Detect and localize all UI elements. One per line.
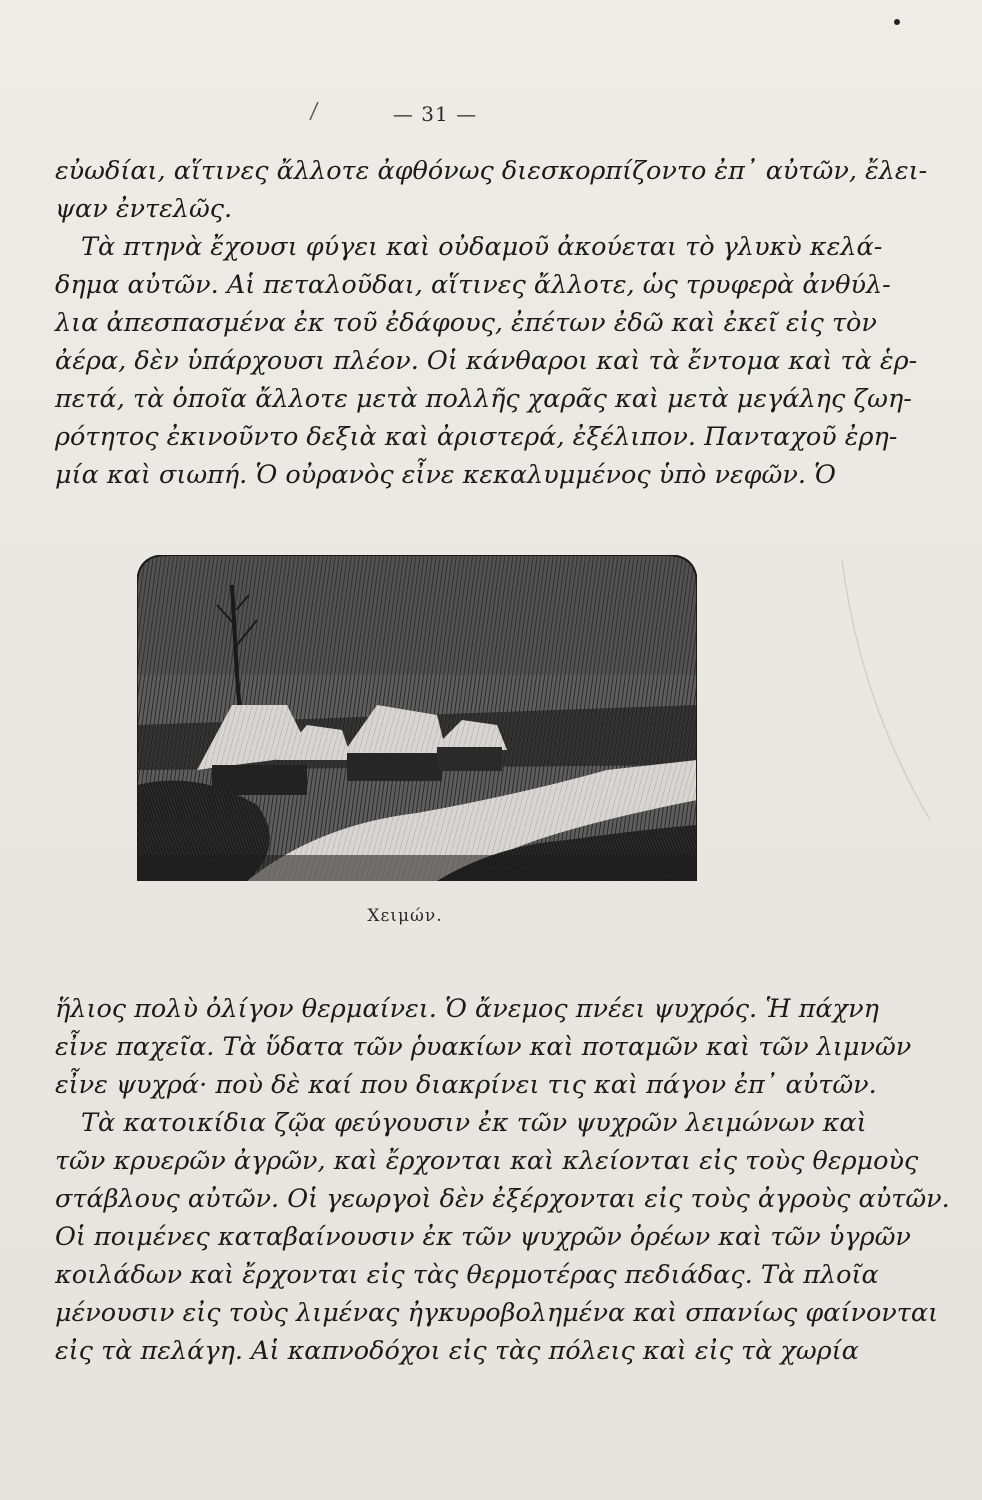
text-line: πετά, τὰ ὁποῖα ἄλλοτε μετὰ πολλῆς χαρᾶς καὶ μετὰ μεγάλης ζωη- bbox=[55, 384, 912, 414]
text-line: Τὰ κατοικίδια ζῷα φεύγουσιν ἐκ τῶν ψυχρῶν λειμώνων καὶ bbox=[81, 1108, 867, 1138]
text-line: στάβλους αὐτῶν. Οἱ γεωργοὶ δὲν ἐξέρχονται εἰς τοὺς ἀγροὺς αὐτῶν. bbox=[55, 1184, 950, 1214]
paragraph-bottom bbox=[55, 990, 950, 1370]
winter-engraving bbox=[137, 555, 697, 881]
text-line: τῶν κρυερῶν ἀγρῶν, καὶ ἔρχονται καὶ κλείονται εἰς τοὺς θερμοὺς bbox=[55, 1146, 919, 1176]
text-line: ἥλιος πολὺ ὀλίγον θερμαίνει. Ὁ ἄνεμος πνέει ψυχρός. Ἡ πάχνη bbox=[55, 994, 879, 1024]
text-line: λια ἀπεσπασμένα ἐκ τοῦ ἐδάφους, ἐπέτων ἐδῶ καὶ ἐκεῖ εἰς τὸν bbox=[55, 308, 877, 338]
text-line: εἶνε ψυχρά· ποὺ δὲ καί που διακρίνει τις καὶ πάγον ἐπ᾽ αὐτῶν. bbox=[55, 1070, 877, 1100]
text-line: εὐωδίαι, αἵτινες ἄλλοτε ἀφθόνως διεσκορπίζοντο ἐπ᾽ αὐτῶν, ἔλει- bbox=[55, 156, 928, 186]
text-line: ἀέρα, δὲν ὑπάρχουσι πλέον. Οἱ κάνθαροι καὶ τὰ ἔντομα καὶ τὰ ἑρ- bbox=[55, 346, 918, 376]
text-line: ψαν ἐντελῶς. bbox=[55, 194, 233, 224]
text-line: δημα αὐτῶν. Αἱ πεταλοῦδαι, αἵτινες ἄλλοτε, ὡς τρυφερὰ ἀνθύλ- bbox=[55, 270, 891, 300]
page-number: — 31 — bbox=[392, 102, 478, 126]
text-line: μία καὶ σιωπή. Ὁ οὐρανὸς εἶνε κεκαλυμμένος ὑπὸ νεφῶν. Ὁ bbox=[55, 460, 836, 490]
figure-caption: Χειμών. bbox=[367, 906, 443, 926]
text-line: εἰς τὰ πελάγη. Αἱ καπνοδόχοι εἰς τὰς πόλεις καὶ εἰς τὰ χωρία bbox=[55, 1336, 859, 1366]
paragraph-top bbox=[55, 152, 928, 494]
text-line: εἶνε παχεῖα. Τὰ ὕδατα τῶν ῥυακίων καὶ ποταμῶν καὶ τῶν λιμνῶν bbox=[55, 1032, 912, 1062]
text-line: κοιλάδων καὶ ἔρχονται εἰς τὰς θερμοτέρας πεδιάδας. Τὰ πλοῖα bbox=[55, 1260, 879, 1290]
text-line: μένουσιν εἰς τοὺς λιμένας ἠγκυροβολημένα καὶ σπανίως φαίνονται bbox=[55, 1298, 939, 1328]
text-line: Οἱ ποιμένες καταβαίνουσιν ἐκ τῶν ψυχρῶν ὀρέων καὶ τῶν ὑγρῶν bbox=[55, 1222, 911, 1252]
text-line: Τὰ πτηνὰ ἔχουσι φύγει καὶ οὐδαμοῦ ἀκούεται τὸ γλυκὺ κελά- bbox=[81, 232, 883, 262]
text-line: ρότητος ἐκινοῦντο δεξιὰ καὶ ἀριστερά, ἐξέλιπον. Πανταχοῦ ἐρη- bbox=[55, 422, 898, 452]
